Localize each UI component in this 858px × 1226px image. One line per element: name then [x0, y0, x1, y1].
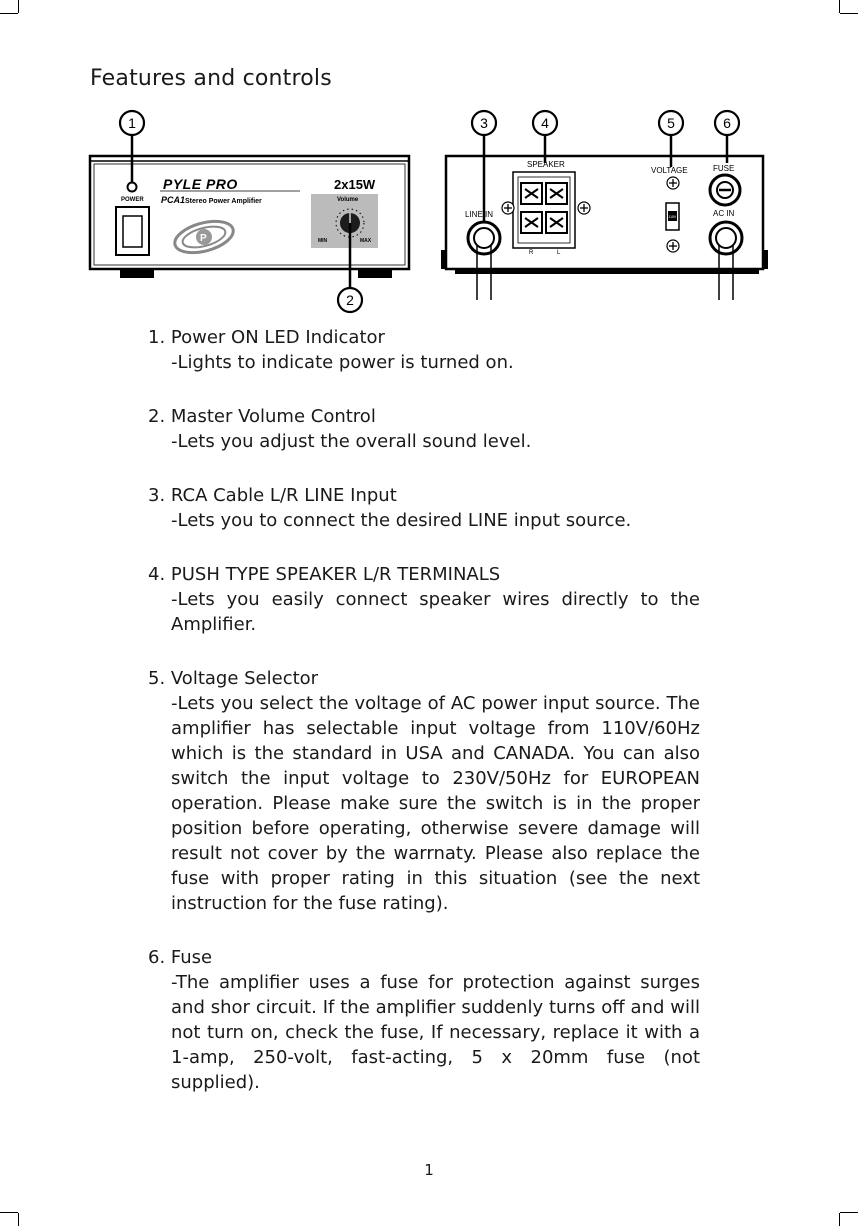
feature-description: -Lights to indicate power is turned on.: [171, 352, 514, 373]
callout-2: [338, 288, 362, 312]
feature-description: -Lets you adjust the overall sound level.: [171, 431, 532, 452]
callout-6: [715, 111, 739, 135]
min-label: MIN: [318, 238, 328, 244]
speaker-r-label: R: [529, 250, 534, 256]
max-label: MAX: [360, 238, 372, 244]
front-panel-illustration: [90, 156, 409, 278]
feature-title: 4. PUSH TYPE SPEAKER L/R TERMINALS: [148, 564, 501, 585]
ac-in-label: AC IN: [713, 209, 735, 218]
feature-description: -Lets you to connect the desired LINE input source.: [171, 510, 632, 531]
crop-mark: [839, 0, 840, 13]
svg-text:5: 5: [667, 115, 675, 131]
crop-mark: [840, 13, 858, 14]
speaker-l-label: L: [557, 250, 561, 256]
feature-title: 1. Power ON LED Indicator: [148, 327, 385, 348]
amplifier-diagram: [0, 105, 858, 320]
feature-item: [148, 563, 700, 637]
callout-3: [472, 111, 496, 135]
rear-panel-illustration: [441, 156, 768, 300]
brand-logo: PYLE PRO: [163, 176, 238, 192]
feature-title: 3. RCA Cable L/R LINE Input: [148, 485, 397, 506]
crop-mark: [18, 0, 19, 13]
fuse-holder-icon: [710, 175, 740, 205]
power-label: POWER: [121, 197, 144, 203]
feature-description: -The amplifier uses a fuse for protection against surges and shor circuit. If the amplifier suddenly turns off and will not turn on, check the fuse, If necessary, replace it with a 1-amp, 250-volt, fast-acting, 5 x 20mm fuse (not supplied).: [171, 972, 700, 1093]
svg-text:2: 2: [346, 292, 354, 308]
voltage-switch-text: 115V: [668, 215, 677, 219]
svg-text:3: 3: [480, 115, 488, 131]
feature-item: [148, 667, 700, 916]
speaker-label: SPEAKER: [527, 160, 565, 169]
voltage-label: VOLTAGE: [651, 166, 688, 175]
line-in-label: LINE IN: [465, 210, 494, 219]
callout-4: [533, 111, 557, 135]
feature-description: -Lets you select the voltage of AC power input source. The amplifier has selectable input voltage from 110V/60Hz which is the standard in USA and CANADA. You can also switch the input voltage to 230V/50Hz for EUROPEAN operation. Please make sure the switch is in the proper position before operating, otherwise severe damage will result not cover by the warrnaty. Please also replace the fuse with proper rating in this situation (see the next instruction for the fuse rating).: [171, 693, 700, 914]
feature-list: [148, 326, 700, 1125]
feature-title: 5. Voltage Selector: [148, 668, 319, 689]
page-number: 1: [424, 1161, 434, 1179]
product-name: Stereo Power Amplifier: [185, 198, 262, 205]
model-label: PCA1: [161, 195, 186, 205]
crop-mark: [0, 1212, 18, 1213]
feature-item: [148, 946, 700, 1095]
svg-text:P: P: [200, 233, 207, 244]
feature-item: [148, 326, 700, 375]
feature-item: [148, 484, 700, 533]
callout-5: [659, 111, 683, 135]
feature-description: -Lets you easily connect speaker wires directly to the Amplifier.: [171, 589, 700, 635]
svg-text:1: 1: [128, 115, 136, 131]
crop-mark: [18, 1213, 19, 1226]
callout-1: [120, 111, 144, 135]
svg-text:4: 4: [541, 115, 549, 131]
crop-mark: [839, 1213, 840, 1226]
power-led-icon: [128, 183, 137, 192]
feature-item: [148, 405, 700, 454]
crop-mark: [0, 13, 18, 14]
fuse-label: FUSE: [713, 164, 735, 173]
volume-label: Volume: [337, 197, 359, 203]
power-rating: 2x15W: [334, 177, 376, 192]
svg-text:6: 6: [723, 115, 731, 131]
feature-title: 2. Master Volume Control: [148, 406, 376, 427]
page-title: Features and controls: [90, 66, 332, 91]
power-switch: [116, 207, 149, 255]
feature-title: 6. Fuse: [148, 947, 213, 968]
crop-mark: [840, 1212, 858, 1213]
